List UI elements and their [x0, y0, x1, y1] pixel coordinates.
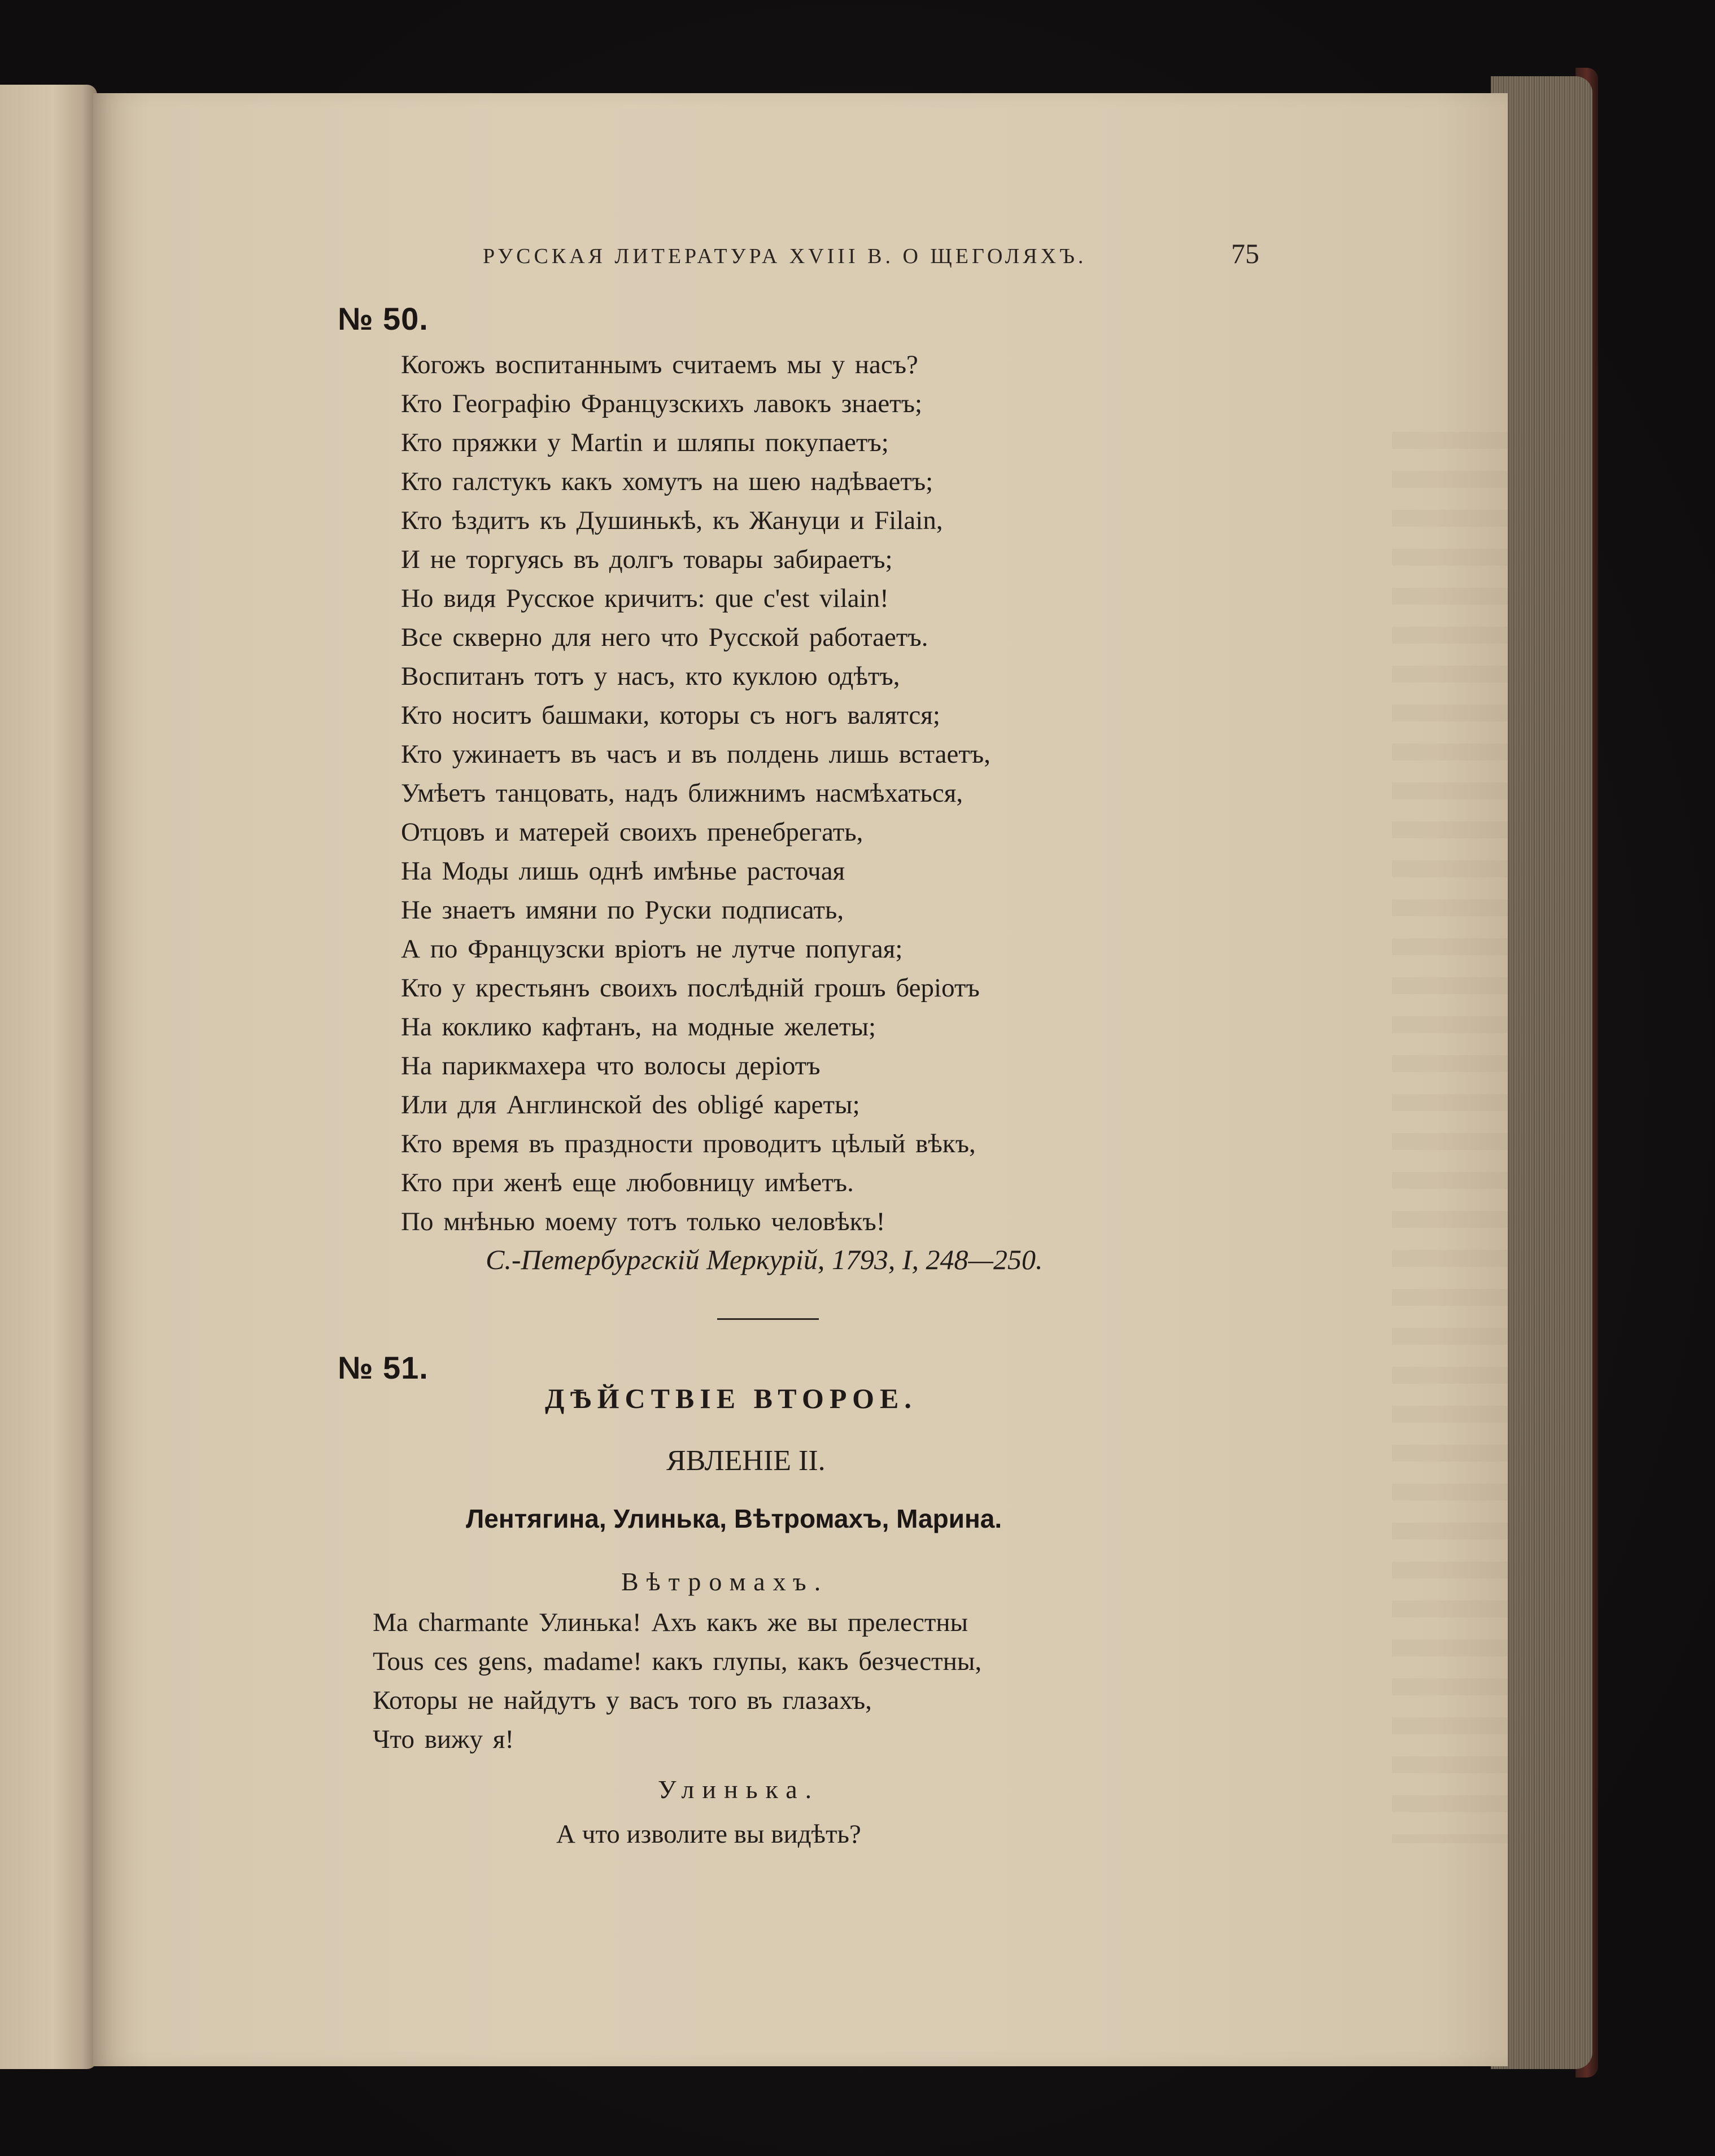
poem-line: Не знаетъ имяни по Руски подписать,	[401, 895, 844, 925]
poem-line: Кто ужинаетъ въ часъ и въ полдень лишь встаетъ,	[401, 740, 990, 769]
speech-line: Что вижу я!	[373, 1725, 514, 1754]
poem-line: Кто у крестьянъ своихъ послѣдній грошъ беріотъ	[401, 973, 980, 1003]
source-citation: С.-Петербургскій Меркурій, 1793, I, 248—250.	[486, 1244, 1043, 1275]
poem-line: Кто пряжки у Martin и шляпы покупаетъ;	[401, 428, 889, 457]
poem-line: А по Французски вріотъ не лутче попугая;	[401, 934, 903, 964]
bleed-through	[1392, 432, 1561, 1843]
poem-line: Кто ѣздитъ къ Душинькѣ, къ Жануци и Filain,	[401, 506, 943, 535]
poem-line: Кто Географію Французскихъ лавокъ знаетъ;	[401, 389, 923, 418]
running-head: РУССКАЯ ЛИТЕРАТУРА XVIII В. О ЩЕГОЛЯХЪ.	[483, 244, 1087, 268]
poem-line: Все скверно для него что Русской работаетъ.	[401, 623, 928, 652]
poem-line: На Моды лишь однѣ имѣнье расточая	[401, 856, 845, 886]
cast-list: Лентягина, Улинька, Вѣтромахъ, Марина.	[466, 1504, 1002, 1533]
poem-line: Или для Англинской des obligé кареты;	[401, 1090, 860, 1119]
speech-line: Ma charmante Улинька! Ахъ какъ же вы прелестны	[373, 1608, 968, 1637]
page-number: 75	[1231, 238, 1259, 269]
poem-line: На коклико кафтанъ, на модные желеты;	[401, 1012, 876, 1042]
speaker-ulinka: Улинька.	[658, 1775, 820, 1804]
act-title: ДѢЙСТВІЕ ВТОРОЕ.	[545, 1383, 917, 1414]
poem-line: Кто время въ праздности проводитъ цѣлый вѣкъ,	[401, 1129, 976, 1158]
section-divider	[717, 1318, 819, 1320]
entry-50-label: № 50.	[338, 301, 429, 336]
poem-line: Но видя Русское кричитъ: que c'est vilain!	[401, 584, 889, 613]
poem-line: И не торгуясь въ долгъ товары забираетъ;	[401, 545, 893, 574]
poem-line: По мнѣнью моему тотъ только человѣкъ!	[401, 1207, 885, 1236]
speech-line: Которы не найдутъ у васъ того въ глазахъ,	[373, 1686, 872, 1715]
poem-line: Кто галстукъ какъ хомутъ на шею надѣваетъ;	[401, 467, 933, 496]
poem-line: Умѣетъ танцовать, надъ ближнимъ насмѣхаться,	[401, 779, 963, 808]
poem-line: Отцовъ и матерей своихъ пренебрегать,	[401, 817, 863, 847]
speech-line: Tous ces gens, madame! какъ глупы, какъ безчестны,	[373, 1647, 982, 1676]
poem-line: Кто при женѣ еще любовницу имѣетъ.	[401, 1168, 854, 1197]
speaker-vetromakh: Вѣтромахъ.	[621, 1567, 829, 1596]
reply-ulinka: А что изволите вы видѣть?	[556, 1820, 861, 1849]
poem-entry-50	[401, 346, 1304, 1241]
poem-line: Когожъ воспитаннымъ считаемъ мы у насъ?	[401, 350, 918, 379]
poem-line: Кто носитъ башмаки, которы съ ногъ валятся;	[401, 701, 940, 730]
scene-title: ЯВЛЕНІЕ II.	[666, 1445, 826, 1477]
facing-page-edge	[0, 85, 97, 2069]
poem-line: На парикмахера что волосы деріотъ	[401, 1051, 821, 1081]
entry-51-label: № 51.	[338, 1350, 429, 1385]
speech-vetromakh	[373, 1603, 981, 1759]
poem-line: Воспитанъ тотъ у насъ, кто куклою одѣтъ,	[401, 662, 900, 691]
